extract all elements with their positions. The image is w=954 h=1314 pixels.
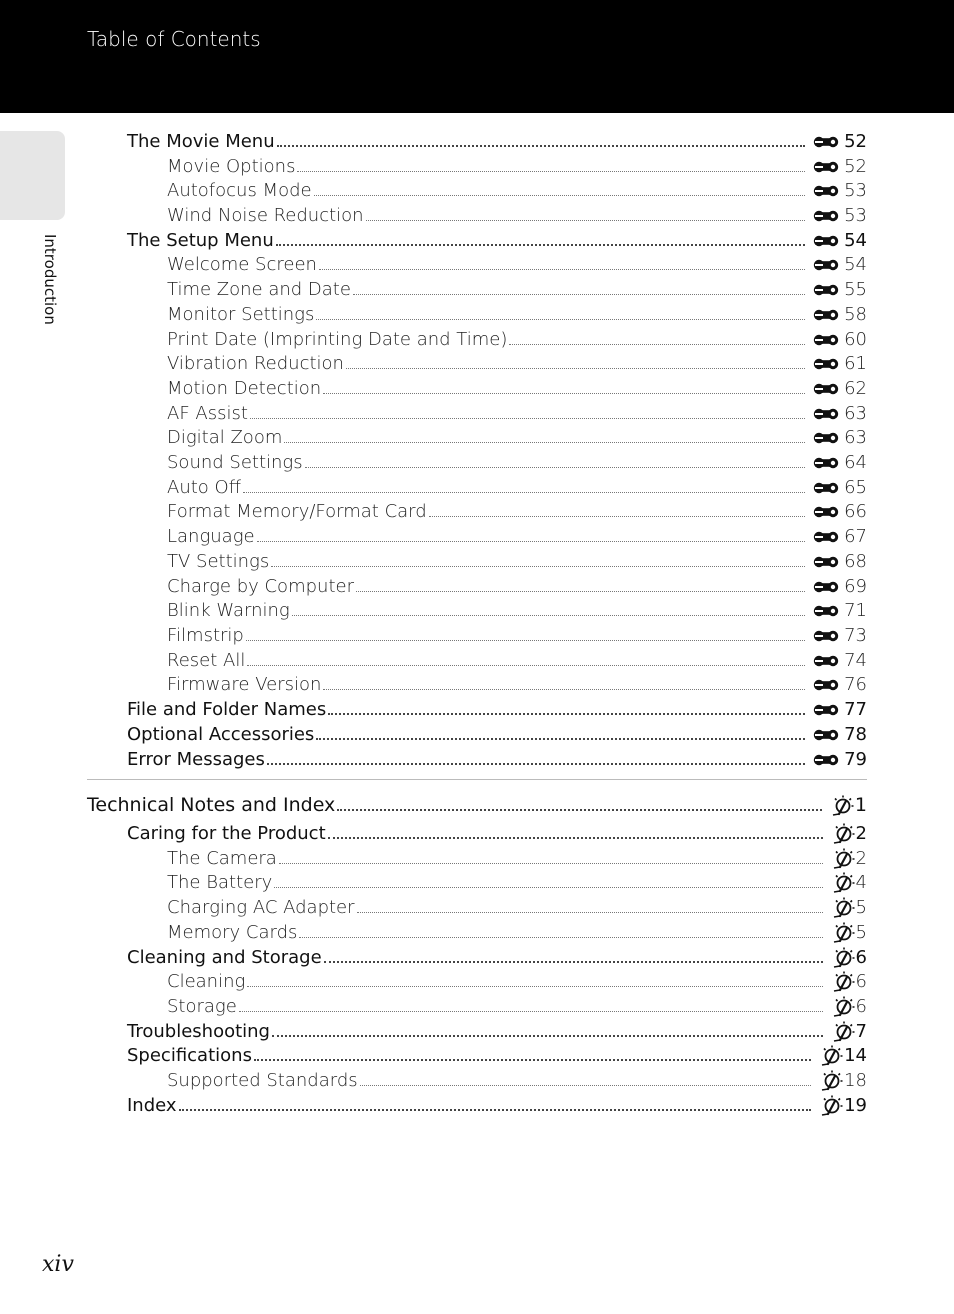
toc-entry[interactable] [167,966,867,992]
toc-entry-title: Caring for the Product [127,823,326,844]
toc-page-ref [813,353,867,374]
toc-page-number: 68 [844,551,867,572]
toc-page-number: 52 [844,156,867,177]
page-number: xiv [42,1252,74,1277]
technical-notes-icon [831,921,855,943]
toc-page-ref [813,551,867,572]
toc-page-number: 78 [844,724,867,745]
toc-entry[interactable] [167,595,867,621]
leader-dots [257,541,806,542]
toc-page-number: 64 [844,452,867,473]
toc-entry-title: Specifications [127,1045,252,1066]
toc-entry[interactable] [167,472,867,498]
toc-entry[interactable] [167,324,867,350]
technical-notes-icon [819,1069,843,1091]
toc-page-number: 61 [844,353,867,374]
technical-notes-icon [831,946,855,968]
toc-entry[interactable] [127,225,867,251]
section-ref-icon [813,206,843,226]
toc-entry-title: Time Zone and Date [167,279,351,300]
technical-notes-icon [831,970,855,992]
toc-entry[interactable] [167,274,867,300]
toc-page-ref [813,625,867,646]
section-ref-icon [813,453,843,473]
leader-dots [324,961,823,963]
leader-dots [366,220,806,221]
toc-entry[interactable] [127,818,867,844]
leader-dots [337,809,822,811]
toc-entry-title: Memory Cards [167,922,298,943]
toc-page-ref [813,279,867,300]
chapter-tab-label: Introduction [41,234,59,325]
toc-entry-title: Wind Noise Reduction [167,205,364,226]
leader-dots [247,665,805,666]
leader-dots [250,418,805,419]
leader-dots [353,294,805,295]
section-ref-icon [813,478,843,498]
toc-entry[interactable] [167,200,867,226]
toc-page-number: 77 [844,699,867,720]
toc-entry-title: Auto Off [167,477,242,498]
section-ref-icon [813,157,843,177]
toc-entry[interactable] [167,843,867,869]
leader-dots [277,145,805,147]
toc-page-number: 6 [855,947,867,968]
toc-page-number: 66 [844,501,867,522]
section-ref-icon [813,651,843,671]
leader-dots [274,887,822,888]
toc-entry[interactable] [167,151,867,177]
toc-entry-title: Digital Zoom [167,427,283,448]
leader-dots [314,195,806,196]
toc-page-number: 73 [844,625,867,646]
toc-entry[interactable] [127,1040,867,1066]
toc-page-ref [813,477,867,498]
toc-page-number: 63 [844,403,867,424]
toc-entry-title: Print Date (Imprinting Date and Time) [167,329,508,350]
toc-entry-title: Format Memory/Format Card [167,501,427,522]
toc-page-ref [813,427,867,448]
leader-dots [323,393,805,394]
toc-page-number: 53 [844,205,867,226]
toc-entry[interactable] [167,645,867,671]
toc-page-ref [819,1094,867,1116]
section-ref-icon [813,601,843,621]
toc-page-number: 71 [844,600,867,621]
toc-entry[interactable] [167,917,867,943]
leader-dots [328,837,823,839]
leader-dots [509,344,805,345]
toc-entry[interactable] [167,299,867,325]
toc-page-ref [813,156,867,177]
leader-dots [356,591,805,592]
toc-page-ref [813,205,867,226]
technical-notes-icon [831,847,855,869]
toc-entry[interactable] [167,571,867,597]
toc-entry[interactable] [87,790,867,816]
leader-dots [284,442,805,443]
toc-page-number: 58 [844,304,867,325]
toc-page-ref [813,650,867,671]
toc-entry[interactable] [127,942,867,968]
toc-page-ref [813,724,867,745]
leader-dots [360,1085,811,1086]
toc-entry[interactable] [167,447,867,473]
toc-page-ref [813,329,867,350]
toc-page-number: 55 [844,279,867,300]
toc-entry[interactable] [167,249,867,275]
toc-entry[interactable] [127,694,867,720]
toc-page-ref [831,822,867,844]
leader-dots [246,640,805,641]
toc-page-ref [813,501,867,522]
toc-entry-title: Supported Standards [167,1070,358,1091]
section-ref-icon [813,255,843,275]
toc-entry-title: Motion Detection [167,378,322,399]
toc-entry-title: Vibration Reduction [167,353,344,374]
toc-entry-title: The Battery [167,872,273,893]
section-divider [87,779,867,780]
leader-dots [254,1059,811,1061]
toc-page-number: 67 [844,526,867,547]
section-ref-icon [813,675,843,695]
section-ref-icon [813,379,843,399]
toc-page-number: 54 [844,230,867,251]
toc-page-ref [819,1069,867,1091]
toc-entry-title: Charge by Computer [167,576,354,597]
leader-dots [299,937,822,938]
leader-dots [305,467,805,468]
leader-dots [297,171,805,172]
toc-page-ref [831,970,867,992]
toc-page-number: 65 [844,477,867,498]
toc-entry-title: Welcome Screen [167,254,317,275]
toc-page-number: 79 [844,749,867,770]
toc-entry[interactable] [167,669,867,695]
technical-notes-icon [819,1044,843,1066]
technical-notes-icon [830,794,854,816]
section-ref-icon [813,404,843,424]
section-ref-icon [813,231,843,251]
toc-page-ref [813,576,867,597]
toc-page-ref [813,526,867,547]
leader-dots [276,244,805,246]
toc-page-number: 63 [844,427,867,448]
leader-dots [272,1035,823,1037]
toc-page-number: 52 [844,131,867,152]
toc-page-number: 6 [855,971,867,992]
toc-entry[interactable] [167,1065,867,1091]
toc-entry-title: File and Folder Names [127,699,327,720]
toc-entry[interactable] [167,398,867,424]
toc-page-ref [831,1020,867,1042]
toc-entry-title: TV Settings [167,551,270,572]
toc-page-number: 4 [855,872,867,893]
section-ref-icon [813,626,843,646]
leader-dots [429,516,805,517]
section-ref-icon [813,577,843,597]
leader-dots [247,986,822,987]
toc-entry-title: Sound Settings [167,452,303,473]
toc-entry[interactable] [167,422,867,448]
toc-entry-title: Optional Accessories [127,724,315,745]
toc-page-number: 5 [855,922,867,943]
toc-entry[interactable] [127,1090,867,1116]
leader-dots [243,492,805,493]
toc-entry-title: Technical Notes and Index [87,794,336,816]
toc-page-number: 19 [844,1095,867,1116]
toc-entry-title: Reset All [167,650,246,671]
toc-page-ref [813,600,867,621]
toc-entry-title: Index [127,1095,177,1116]
toc-page-number: 69 [844,576,867,597]
section-ref-icon [813,552,843,572]
section-ref-icon [813,305,843,325]
toc-page-number: 14 [844,1045,867,1066]
toc-entry-title: The Setup Menu [127,230,274,251]
technical-notes-icon [831,896,855,918]
section-ref-icon [813,502,843,522]
section-ref-icon [813,428,843,448]
leader-dots [357,912,823,913]
toc-entry[interactable] [167,867,867,893]
toc-entry-title: Monitor Settings [167,304,315,325]
technical-notes-icon [831,822,855,844]
toc-page-ref [813,254,867,275]
technical-notes-icon [819,1094,843,1116]
section-ref-icon [813,725,843,745]
toc-entry[interactable] [167,373,867,399]
toc-page-ref [813,131,867,152]
leader-dots [319,269,805,270]
header-title: Table of Contents [87,27,261,51]
technical-notes-icon [831,1020,855,1042]
toc-entry[interactable] [167,348,867,374]
section-ref-icon [813,181,843,201]
section-ref-icon [813,330,843,350]
leader-dots [316,738,805,740]
toc-entry[interactable] [127,744,867,770]
toc-page-ref [831,847,867,869]
toc-page-ref [831,921,867,943]
toc-entry-title: Troubleshooting [127,1021,270,1042]
toc-entry-title: Cleaning [167,971,246,992]
toc-page-ref [813,304,867,325]
toc-page-ref [813,378,867,399]
section-ref-icon [813,750,843,770]
toc-page-ref [813,230,867,251]
toc-entry[interactable] [167,496,867,522]
toc-page-ref [813,674,867,695]
toc-page-ref [831,896,867,918]
section-ref-icon [813,354,843,374]
leader-dots [271,566,805,567]
toc-entry-title: Storage [167,996,237,1017]
toc-page-number: 54 [844,254,867,275]
toc-page-number: 60 [844,329,867,350]
toc-page-ref [819,1044,867,1066]
toc-entry-title: Filmstrip [167,625,244,646]
toc-page-number: 62 [844,378,867,399]
toc-entry-title: Movie Options [167,156,296,177]
toc-entry[interactable] [167,620,867,646]
toc-entry-title: Error Messages [127,749,265,770]
toc-entry-title: Language [167,526,255,547]
toc-entry-title: The Camera [167,848,277,869]
section-ref-icon [813,700,843,720]
toc-page-ref [831,995,867,1017]
toc-page-number: 6 [855,996,867,1017]
toc-page-number: 53 [844,180,867,201]
toc-entry-title: Firmware Version [167,674,322,695]
toc-entry[interactable] [167,546,867,572]
leader-dots [239,1011,823,1012]
toc-entry[interactable] [127,719,867,745]
leader-dots [346,368,805,369]
toc-page-ref [813,180,867,201]
toc-page-number: 18 [844,1070,867,1091]
leader-dots [292,615,805,616]
section-ref-icon [813,280,843,300]
toc-entry[interactable] [167,991,867,1017]
toc-page-ref [830,794,867,816]
toc-page-number: 1 [854,794,867,816]
toc-entry-title: Blink Warning [167,600,290,621]
toc-entry[interactable] [167,175,867,201]
technical-notes-icon [831,871,855,893]
toc-page-ref [813,749,867,770]
toc-page-ref [813,699,867,720]
toc-page-number: 74 [844,650,867,671]
toc-page-ref [813,403,867,424]
leader-dots [179,1109,812,1111]
technical-notes-icon [831,995,855,1017]
leader-dots [267,763,805,765]
toc-page-ref [831,946,867,968]
toc-entry[interactable] [127,1016,867,1042]
leader-dots [279,863,823,864]
toc-entry[interactable] [127,126,867,152]
toc-entry-title: Charging AC Adapter [167,897,355,918]
toc-entry-title: AF Assist [167,403,248,424]
toc-page-ref [831,871,867,893]
toc-page-ref [813,452,867,473]
toc-page-number: 2 [855,823,867,844]
toc-entry[interactable] [167,892,867,918]
section-ref-icon [813,132,843,152]
section-ref-icon [813,527,843,547]
leader-dots [323,689,805,690]
leader-dots [328,713,805,715]
toc-page-number: 5 [855,897,867,918]
toc-entry-title: Cleaning and Storage [127,947,322,968]
toc-page-number: 76 [844,674,867,695]
toc-page-number: 2 [855,848,867,869]
toc-page-number: 7 [855,1021,867,1042]
toc-entry-title: The Movie Menu [127,131,275,152]
toc-entry-title: Autofocus Mode [167,180,312,201]
leader-dots [316,319,805,320]
toc-entry[interactable] [167,521,867,547]
